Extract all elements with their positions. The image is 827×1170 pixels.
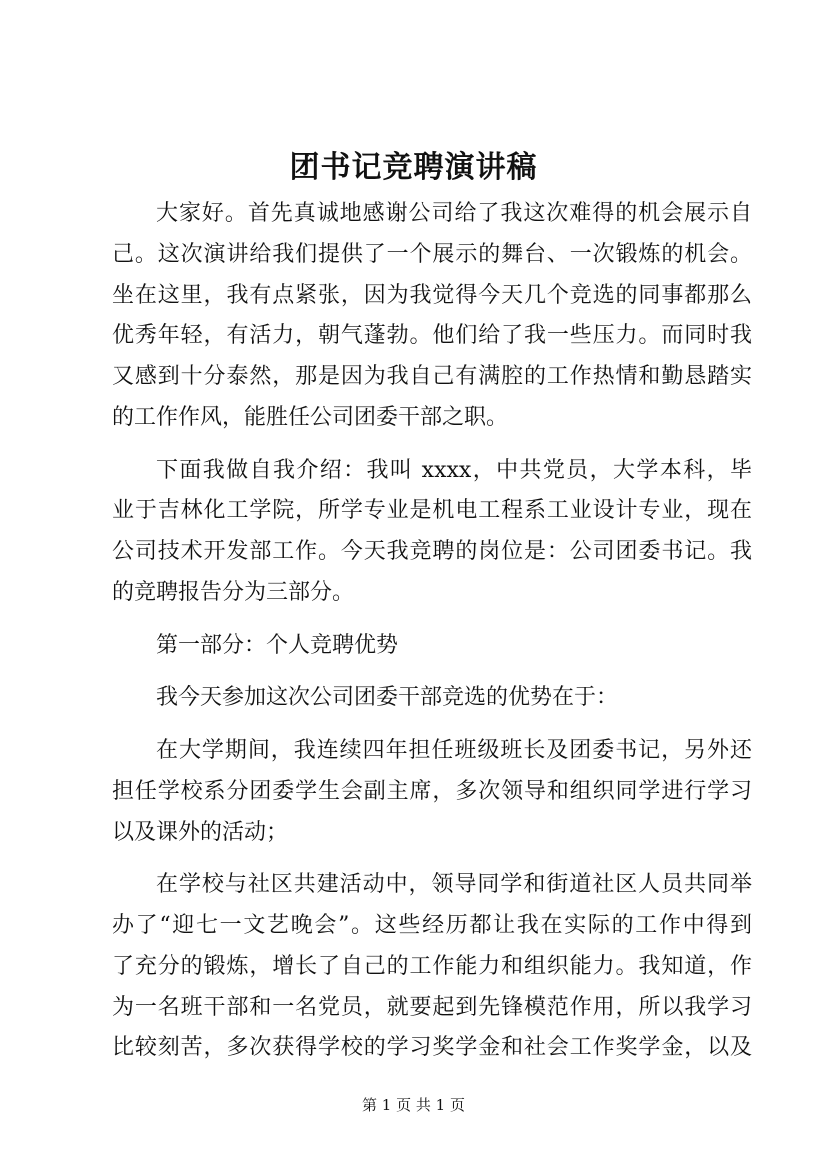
text-line: 又感到十分泰然，那是因为我自己有满腔的工作热情和勤恳踏实 xyxy=(112,364,752,389)
text-line: 我今天参加这次公司团委干部竞选的优势在于： xyxy=(156,685,619,711)
text-line: 业于吉林化工学院，所学专业是机电工程系工业设计专业，现在 xyxy=(112,498,752,524)
text-line: 己。这次演讲给我们提供了一个展示的舞台、一次锻炼的机会。 xyxy=(112,241,752,267)
text-line: 坐在这里，我有点紧张，因为我觉得今天几个竞选的同事都那么 xyxy=(112,282,752,308)
text-line: 优秀年轻，有活力，朝气蓬勃。他们给了我一些压力。而同时我 xyxy=(112,323,752,349)
section-heading: 第一部分：个人竞聘优势 xyxy=(156,632,399,658)
text-line: 在学校与社区共建活动中，领导同学和街道社区人员共同举 xyxy=(156,872,752,898)
text-line: 的竞聘报告分为三部分。 xyxy=(112,579,355,605)
text-line: 大家好。首先真诚地感谢公司给了我这次难得的机会展示自 xyxy=(156,201,752,226)
page-footer: 第 1 页 共 1 页 xyxy=(362,1096,465,1114)
document-body xyxy=(112,194,752,1069)
text-line: 了充分的锻炼，增长了自己的工作能力和组织能力。我知道，作 xyxy=(112,953,752,979)
text-line: 比较刻苦，多次获得学校的学习奖学金和社会工作奖学金，以及 xyxy=(112,1035,752,1061)
text-line: 为一名班干部和一名党员，就要起到先锋模范作用，所以我学习 xyxy=(112,994,752,1020)
text-line: 在大学期间，我连续四年担任班级班长及团委书记，另外还 xyxy=(156,738,752,763)
document-title: 团书记竞聘演讲稿 xyxy=(289,150,538,185)
text-line: 以及课外的活动； xyxy=(112,819,289,845)
text-line: 公司技术开发部工作。今天我竞聘的岗位是：公司团委书记。我 xyxy=(112,539,752,564)
text-line: 的工作作风，能胜任公司团委干部之职。 xyxy=(112,404,509,430)
text-line: 担任学校系分团委学生会副主席，多次领导和组织同学进行学习 xyxy=(112,778,752,804)
text-line: 办了“迎七一文艺晚会”。这些经历都让我在实际的工作中得到 xyxy=(112,913,752,938)
text-line: 下面我做自我介绍：我叫 xxxx，中共党员，大学本科，毕 xyxy=(156,457,752,483)
